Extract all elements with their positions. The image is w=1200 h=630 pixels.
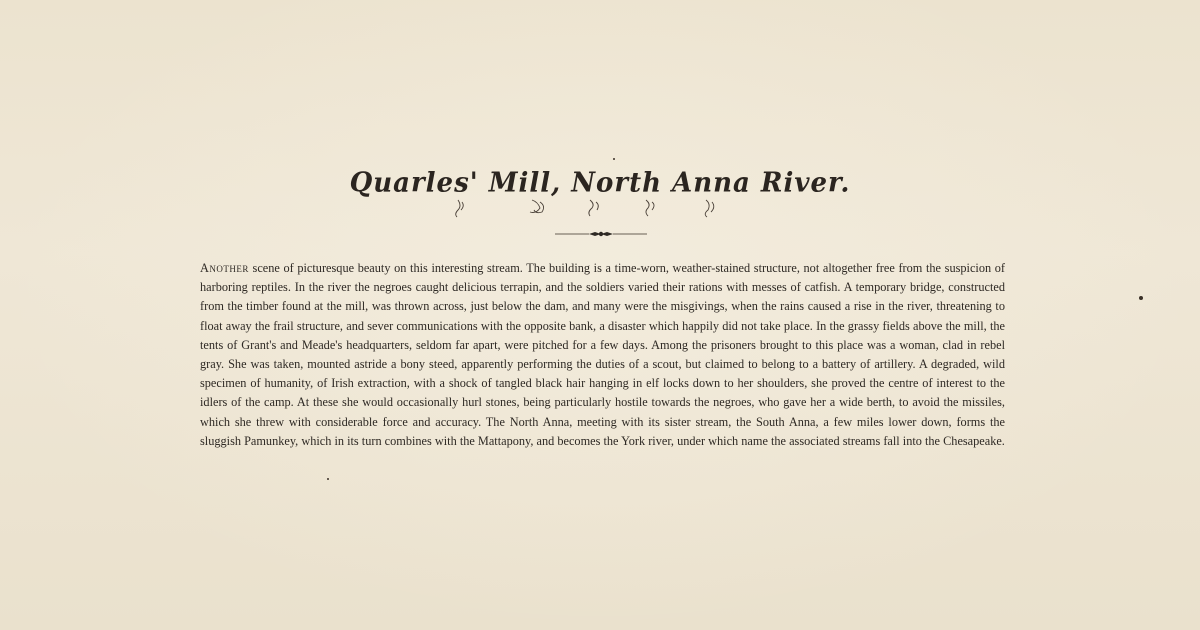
ornamental-divider [555, 228, 647, 240]
title-flourishes [0, 196, 1200, 218]
paper-speck [613, 158, 615, 160]
paper-speck [1139, 296, 1143, 300]
title-block [0, 168, 1200, 198]
paragraph-text: scene of picturesque beauty on this interesting stream. The building is a time-worn, weather-stained structure, not altogether free from the suspicion of harboring reptiles. In the river the negroes caught delicious terrapin, and the soldiers varied their rations with messes of catfish. A temporary bridge, constructed from the timber found at the mill, was thrown across, just below the dam, and many were the misgivings, when the rains caused a rise in the river, threatening to float away the frail structure, and sever communications with the opposite bank, a disaster which happily did not take place. In the grassy fields above the mill, the tents of Grant's and Meade's headquarters, seldom far apart, were pitched for a few days. Among the prisoners brought to this place was a woman, clad in rebel gray. She was taken, mounted astride a bony steed, apparently performing the duties of a scout, but claimed to belong to a battery of artillery. A degraded, wild specimen of humanity, of Irish extraction, with a shock of tangled black hair hanging in elf locks down to her shoulders, she proved the centre of interest to the idlers of the camp. At these she would occasionally hurl stones, being particularly hostile towards the negroes, who gave her a wide berth, to avoid the missiles, which she threw with considerable force and accuracy. The North Anna, meeting with its sister stream, the South Anna, a few miles lower down, forms the sluggish Pamunkey, which in its turn combines with the Mattapony, and becomes the York river, under which name the associated streams fall into the Chesapeake. [200, 261, 1005, 448]
body-paragraph [200, 259, 1005, 451]
lead-word: Another [200, 261, 249, 275]
page-title: Quarles' Mill, North Anna River. [349, 167, 851, 199]
paper-speck [327, 478, 329, 480]
